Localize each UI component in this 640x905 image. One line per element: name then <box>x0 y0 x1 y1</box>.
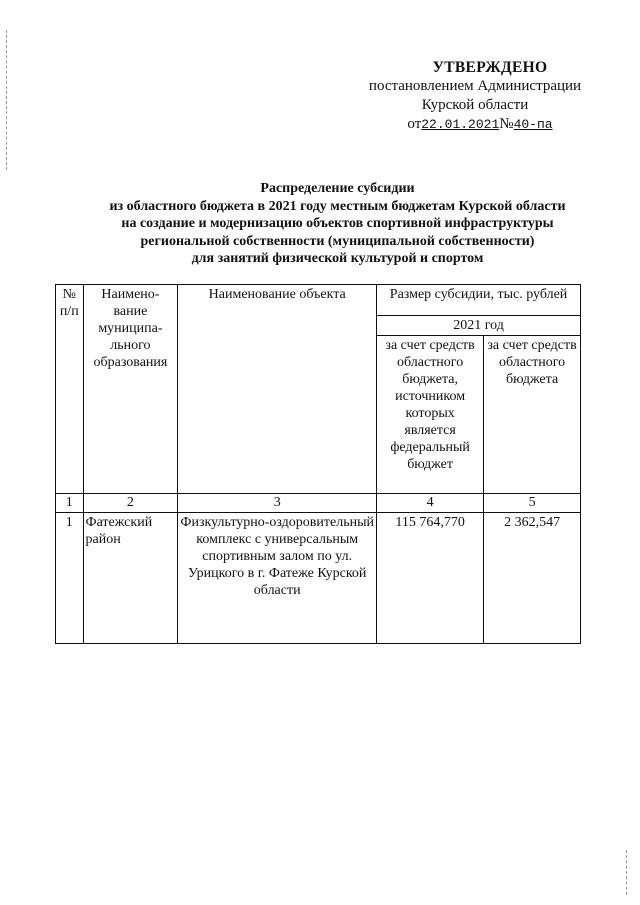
header-no: № п/п <box>56 285 84 494</box>
title-line-5: для занятий физической культурой и спортом <box>191 251 484 267</box>
document-title <box>60 180 615 268</box>
col-number-2: 2 <box>83 494 178 513</box>
row-regional: 2 362,547 <box>484 513 581 644</box>
approval-date: 22.01.2021 <box>421 117 500 132</box>
approval-no-label: № <box>499 116 514 132</box>
approval-line-1: постановлением Администрации <box>368 78 582 94</box>
approval-number: 40-па <box>513 117 553 132</box>
margin-mark-right <box>626 850 628 895</box>
title-line-2: из областного бюджета в 2021 году местным бюджетам Курской области <box>109 198 566 214</box>
col-number-3: 3 <box>178 494 377 513</box>
approval-heading: УТВЕРЖДЕНО <box>432 59 548 76</box>
col-number-5: 5 <box>484 494 581 513</box>
header-regional: за счет средств областного бюджета <box>484 336 581 494</box>
subsidy-table <box>55 284 581 644</box>
title-line-4: региональной собственности (муниципальной собственности) <box>140 233 535 249</box>
approval-from-label: от <box>407 116 422 132</box>
header-municipality: Наимено-вание муниципа-льного образования <box>83 285 178 494</box>
title-line-1: Распределение субсидии <box>260 181 415 196</box>
row-municipality: Фатежский район <box>83 513 178 644</box>
approval-line-2: Курской области <box>421 97 529 113</box>
table-row <box>56 513 581 644</box>
margin-mark-left <box>6 30 8 170</box>
header-federal: за счет средств областного бюджета, источником которых является федеральный бюджет <box>377 336 484 494</box>
approval-number-line <box>370 115 590 134</box>
row-object: Физкультурно-оздоровительный комплекс с универсальным спортивным залом по ул. Урицкого в г. Фатеже Курской области <box>178 513 377 644</box>
header-subsidy: Размер субсидии, тыс. рублей <box>377 285 581 316</box>
row-federal: 115 764,770 <box>377 513 484 644</box>
header-object: Наименование объекта <box>178 285 377 494</box>
col-number-1: 1 <box>56 494 84 513</box>
title-line-3: на создание и модернизацию объектов спортивной инфраструктуры <box>121 216 554 232</box>
header-year: 2021 год <box>377 316 581 336</box>
row-no: 1 <box>56 513 84 644</box>
col-number-4: 4 <box>377 494 484 513</box>
approval-block <box>340 58 590 134</box>
